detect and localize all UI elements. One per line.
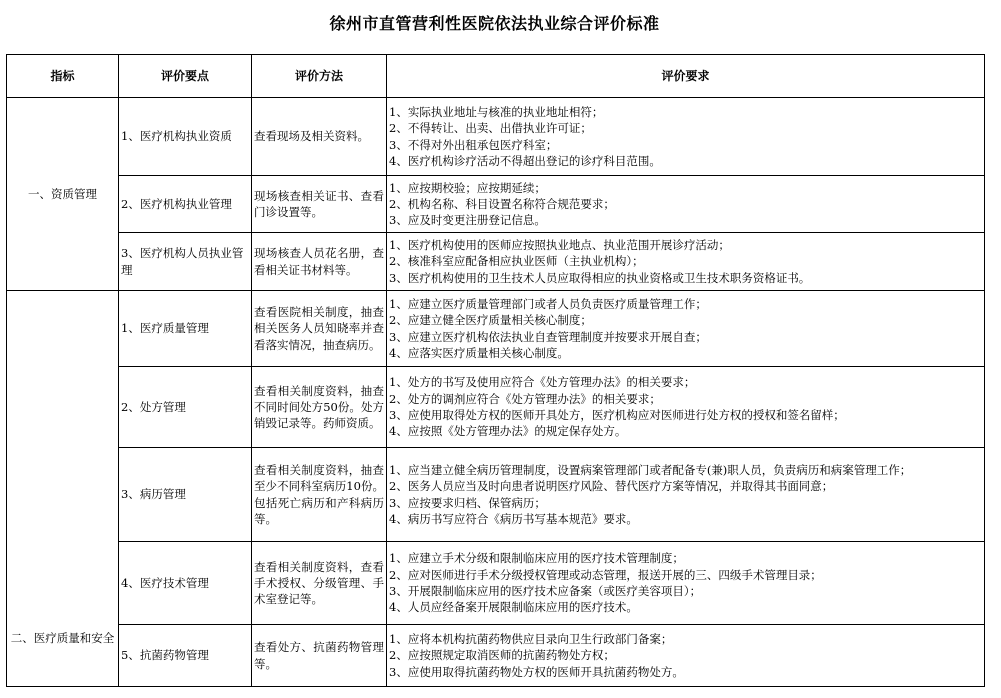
table-row (7, 625, 985, 687)
method-cell: 查看处方、抗菌药物管理等。 (252, 625, 387, 687)
requirement-line: 1、应按期校验；应按期延续； (389, 180, 546, 195)
requirement-line: 2、机构名称、科目设置名称符合规范要求； (389, 196, 615, 211)
table-row (7, 176, 985, 233)
requirement-line: 2、医务人员应当及时向患者说明医疗风险、替代医疗方案等情况，并取得其书面同意； (389, 479, 834, 494)
requirement-line: 4、医疗机构诊疗活动不得超出登记的诊疗科目范围。 (389, 153, 661, 168)
requirement-line: 2、处方的调剂应符合《处方管理办法》的相关要求； (389, 391, 661, 406)
requirements-cell (387, 448, 985, 542)
header-points: 评价要点 (119, 55, 252, 98)
requirements-cell (387, 98, 985, 176)
requirement-line: 3、开展限制临床应用的医疗技术应备案（或医疗美容项目）； (389, 584, 702, 598)
point-cell: 3、医疗机构人员执业管理 (119, 233, 252, 291)
point-cell: 1、医疗机构执业资质 (119, 98, 252, 176)
requirement-line: 1、处方的书写及使用应符合《处方管理办法》的相关要求； (389, 375, 696, 390)
header-method: 评价方法 (252, 55, 387, 98)
document-title: 徐州市直管营利性医院依法执业综合评价标准 (329, 14, 660, 33)
table-row (7, 291, 985, 367)
category-cell: 一、资质管理 (7, 98, 119, 291)
requirement-line: 3、应按要求归档、保管病历； (389, 495, 546, 510)
point-cell: 3、病历管理 (119, 448, 252, 542)
requirement-line: 2、应对医师进行手术分级授权管理或动态管理，报送开展的三、四级手术管理目录； (389, 567, 822, 582)
point-cell: 2、医疗机构执业管理 (119, 176, 252, 233)
table-row (7, 542, 985, 625)
method-cell: 现场核查人员花名册，查看相关证书材料等。 (252, 233, 387, 291)
requirement-line: 1、应将本机构抗菌药物供应目录向卫生行政部门备案； (389, 632, 673, 647)
point-cell: 5、抗菌药物管理 (119, 625, 252, 687)
requirement-line: 3、应建立医疗机构依法执业自查管理制度并按要求开展自查； (389, 329, 707, 344)
method-cell: 查看相关制度资料，抽查不同时间处方50份。处方销毁记录等。药师资质。 (252, 367, 387, 448)
table-header-row (7, 55, 985, 98)
requirement-line: 4、人员应经备案开展限制临床应用的医疗技术。 (389, 600, 638, 615)
requirements-cell (387, 367, 985, 448)
requirement-line: 3、应使用取得处方权的医师开具处方，医疗机构应对医师进行处方权的授权和签名留样； (389, 408, 845, 422)
requirements-cell (387, 233, 985, 291)
method-cell: 现场核查相关证书、查看门诊设置等。 (252, 176, 387, 233)
requirement-line: 2、核准科室应配备相应执业医师（主执业机构）； (389, 254, 644, 269)
method-cell: 查看相关制度资料，抽查至少不同科室病历10份。包括死亡病历和产科病历等。 (252, 448, 387, 542)
method-cell: 查看相关制度资料，查看手术授权、分级管理、手术室登记等。 (252, 542, 387, 625)
requirement-line: 4、应落实医疗质量相关核心制度。 (389, 345, 569, 360)
table-row (7, 98, 985, 176)
point-cell: 4、医疗技术管理 (119, 542, 252, 625)
point-cell: 2、处方管理 (119, 367, 252, 448)
requirement-line: 2、不得转让、出卖、出借执业许可证； (389, 121, 592, 136)
table-row (7, 448, 985, 542)
requirement-line: 3、医疗机构使用的卫生技术人员应取得相应的执业资格或卫生技术职务资格证书。 (389, 270, 811, 285)
requirement-line: 1、应建立手术分级和限制临床应用的医疗技术管理制度； (389, 551, 684, 566)
point-cell: 1、医疗质量管理 (119, 291, 252, 367)
requirement-line: 1、应当建立健全病历管理制度，设置病案管理部门或者配备专(兼)职人员，负责病历和病案管理工作； (389, 462, 912, 477)
requirements-cell (387, 291, 985, 367)
requirement-line: 2、应按照规定取消医师的抗菌药物处方权； (389, 648, 615, 663)
requirement-line: 4、病历书写应符合《病历书写基本规范》要求。 (389, 511, 638, 526)
category-label: 二、医疗质量和安全 (10, 630, 115, 645)
requirement-line: 2、应建立健全医疗质量相关核心制度； (389, 313, 592, 328)
requirement-line: 3、不得对外出租承包医疗科室； (389, 137, 558, 152)
method-cell: 查看医院相关制度，抽查相关医务人员知晓率并查看落实情况，抽查病历。 (252, 291, 387, 367)
header-requirements: 评价要求 (387, 55, 985, 98)
table-row (7, 367, 985, 448)
requirement-line: 4、应按照《处方管理办法》的规定保存处方。 (389, 424, 627, 439)
requirement-line: 3、应及时变更注册登记信息。 (389, 213, 546, 228)
requirements-cell (387, 176, 985, 233)
category-cell (7, 291, 119, 687)
requirement-line: 1、实际执业地址与核准的执业地址相符； (389, 104, 604, 119)
requirement-line: 1、医疗机构使用的医师应按照执业地点、执业范围开展诊疗活动； (389, 238, 730, 253)
method-cell: 查看现场及相关资料。 (252, 98, 387, 176)
table-row (7, 233, 985, 291)
requirements-cell (387, 625, 985, 687)
evaluation-standard-table (6, 54, 985, 687)
requirement-line: 3、应使用取得抗菌药物处方权的医师开具抗菌药物处方。 (389, 664, 684, 679)
header-indicator: 指标 (7, 55, 119, 98)
requirement-line: 1、应建立医疗质量管理部门或者人员负责医疗质量管理工作； (389, 296, 707, 311)
requirements-cell (387, 542, 985, 625)
